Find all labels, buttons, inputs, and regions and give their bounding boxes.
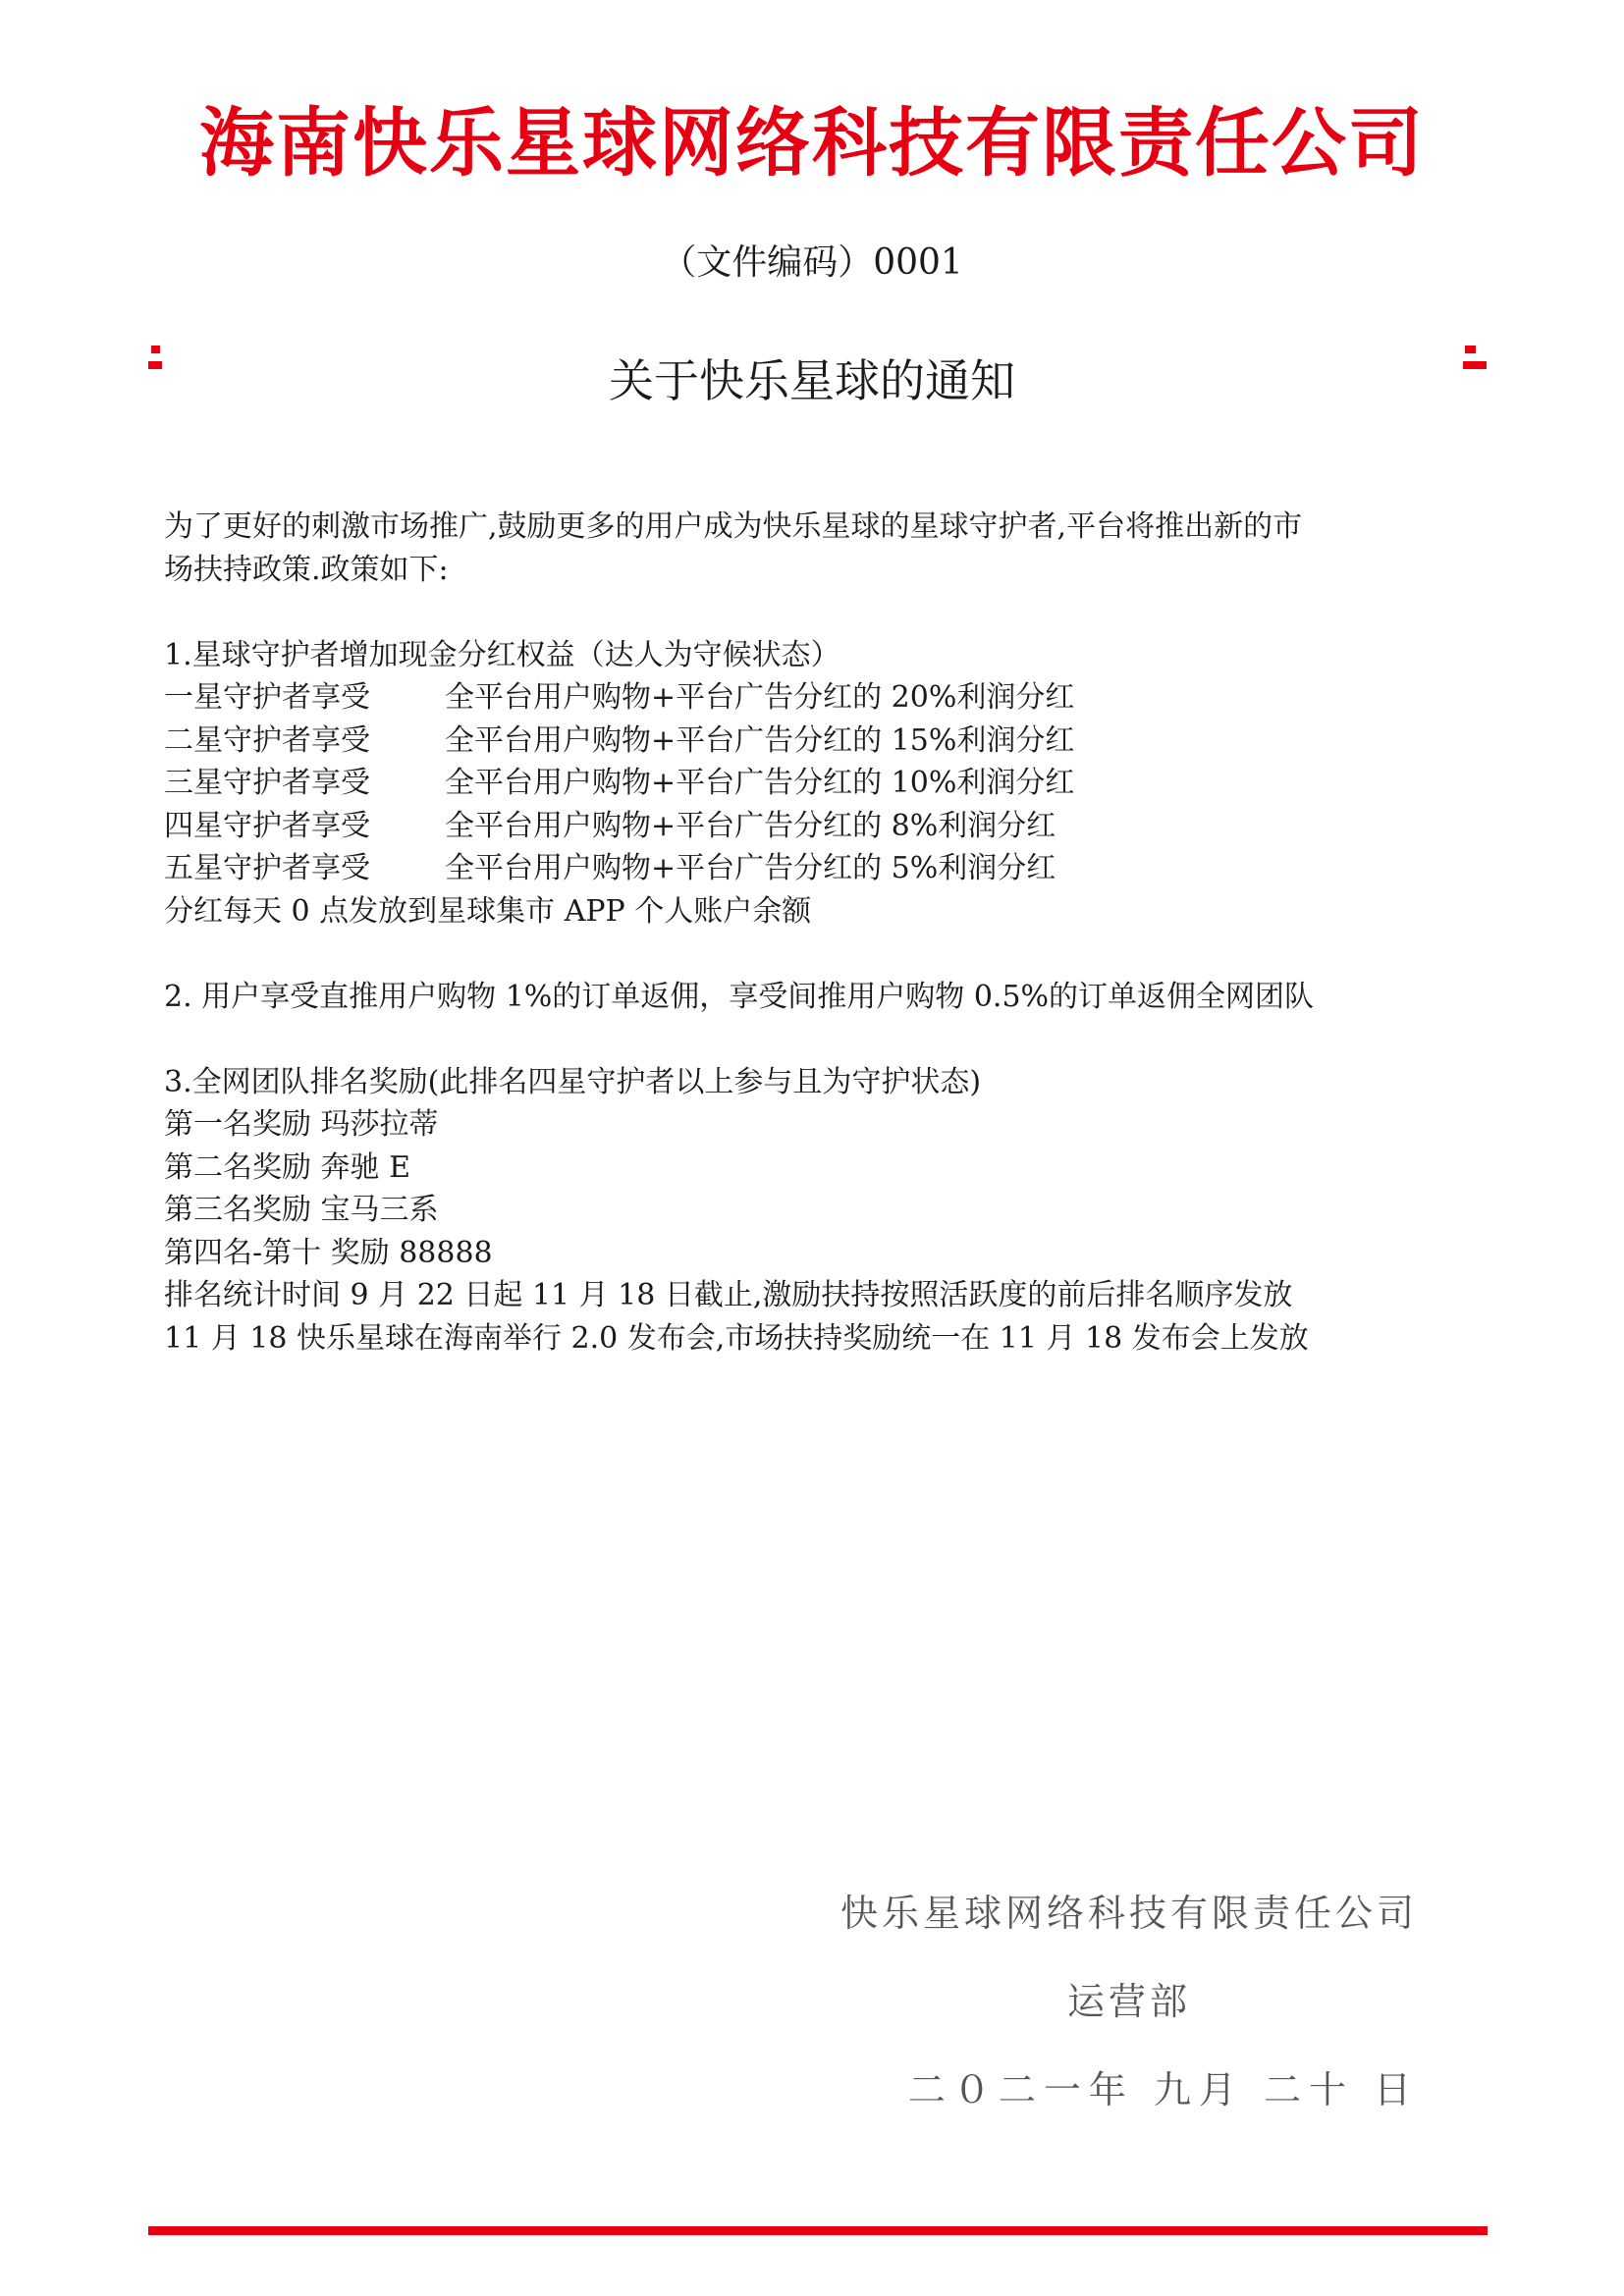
benefit-detail: 全平台用户购物+平台广告分红的 10%利润分红: [445, 766, 1075, 800]
company-letterhead-title: 海南快乐星球网络科技有限责任公司: [199, 99, 1425, 187]
benefit-detail: 全平台用户购物+平台广告分红的 5%利润分红: [445, 851, 1056, 885]
document-number: （文件编码）0001: [661, 242, 963, 283]
benefit-row: [164, 676, 1480, 720]
section-3-line: 排名统计时间 9 月 22 日起 11 月 18 日截止,激励扶持按照活跃度的前后排名顺序发放: [164, 1278, 1293, 1312]
benefit-detail: 全平台用户购物+平台广告分红的 15%利润分红: [445, 722, 1075, 758]
section-3-heading: 3.全网团队排名奖励(此排名四星守护者以上参与且为守护状态): [164, 1064, 982, 1099]
benefit-level: 五星守护者享受: [164, 851, 370, 885]
section-3-line: 第一名奖励 玛莎拉蒂: [164, 1107, 439, 1142]
benefit-row: [164, 805, 1480, 848]
section-3-line: 第三名奖励 宝马三系: [164, 1193, 439, 1227]
benefit-row: [164, 762, 1480, 805]
intro-line-2: 场扶持政策.政策如下:: [164, 552, 449, 587]
section-3-line: 第四名-第十 奖励 88888: [164, 1235, 493, 1270]
section-1-heading: 1.星球守护者增加现金分红权益（达人为守候状态）: [164, 637, 840, 672]
signature-department: 运营部: [1066, 1980, 1191, 2023]
benefit-level: 二星守护者享受: [164, 722, 370, 758]
benefit-detail: 全平台用户购物+平台广告分红的 20%利润分红: [445, 680, 1075, 715]
section-3-line: 第二名奖励 奔驰 E: [164, 1149, 410, 1185]
benefit-level: 四星守护者享受: [164, 808, 370, 843]
footer-red-rule: [148, 2226, 1488, 2235]
signature-date: 二０二一年 九月 二十 日: [907, 2068, 1420, 2111]
section-1-note: 分红每天 0 点发放到星球集市 APP 个人账户余额: [164, 893, 812, 929]
benefit-level: 一星守护者享受: [164, 680, 370, 715]
notice-body: [164, 506, 1480, 1360]
section-3-line: 11 月 18 快乐星球在海南举行 2.0 发布会,市场扶持奖励统一在 11 月 18 发布会上发放: [164, 1320, 1309, 1356]
benefit-row: [164, 720, 1480, 763]
section-2: 2. 用户享受直推用户购物 1%的订单返佣，享受间推用户购物 0.5%的订单返佣全网团队: [164, 979, 1315, 1014]
benefit-row: [164, 847, 1480, 890]
benefit-detail: 全平台用户购物+平台广告分红的 8%利润分红: [445, 808, 1056, 843]
benefit-level: 三星守护者享受: [164, 766, 370, 800]
signature-company: 快乐星球网络科技有限责任公司: [839, 1892, 1418, 1935]
intro-line-1: 为了更好的刺激市场推广,鼓励更多的用户成为快乐星球的星球守护者,平台将推出新的市: [164, 509, 1303, 544]
notice-title: 关于快乐星球的通知: [609, 354, 1015, 407]
